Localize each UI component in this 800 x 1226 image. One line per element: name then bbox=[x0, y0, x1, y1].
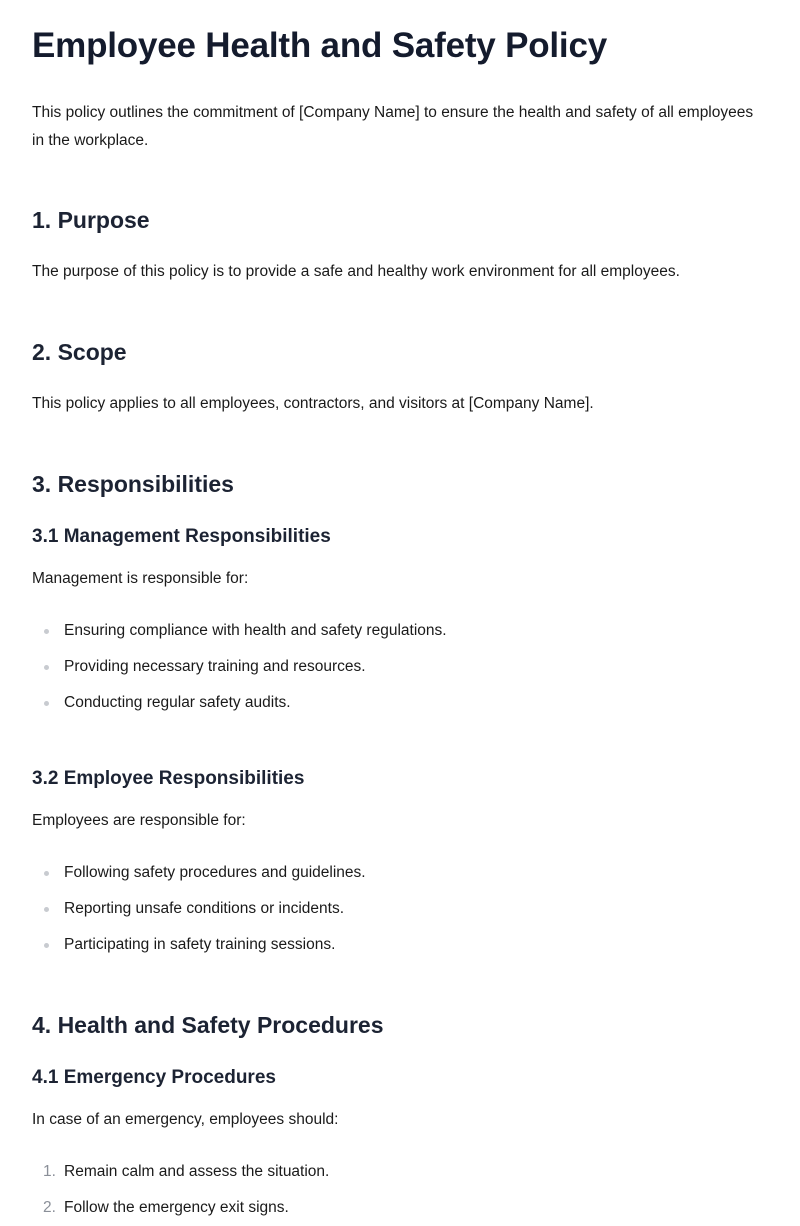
list-item-text: Participating in safety training sessions. bbox=[64, 936, 336, 953]
bullet-icon bbox=[44, 629, 49, 634]
section-heading-scope: 2. Scope bbox=[32, 339, 127, 365]
section-heading-responsibilities: 3. Responsibilities bbox=[32, 471, 234, 497]
list-item bbox=[32, 891, 768, 927]
subsection-heading-emergency: 4.1 Emergency Procedures bbox=[32, 1067, 276, 1088]
bullet-icon bbox=[44, 907, 49, 912]
bullet-icon bbox=[44, 701, 49, 706]
list-item bbox=[32, 855, 768, 891]
list-item-text: Follow the emergency exit signs. bbox=[64, 1199, 289, 1216]
list-item-text: Ensuring compliance with health and safety regulations. bbox=[64, 622, 447, 639]
list-number: 2. bbox=[43, 1199, 56, 1216]
emergency-intro: In case of an emergency, employees should: bbox=[32, 1111, 339, 1128]
bullet-icon bbox=[44, 665, 49, 670]
list-item bbox=[32, 685, 768, 721]
purpose-paragraph: The purpose of this policy is to provide a safe and healthy work environment for all employees. bbox=[32, 263, 680, 280]
list-item bbox=[32, 927, 768, 963]
list-item bbox=[32, 649, 768, 685]
section-heading-procedures: 4. Health and Safety Procedures bbox=[32, 1012, 384, 1038]
subsection-heading-employee: 3.2 Employee Responsibilities bbox=[32, 768, 305, 789]
list-item-text: Providing necessary training and resources. bbox=[64, 658, 366, 675]
subsection-heading-management: 3.1 Management Responsibilities bbox=[32, 526, 331, 547]
bullet-icon bbox=[44, 943, 49, 948]
emergency-list bbox=[32, 1154, 768, 1226]
employee-list bbox=[32, 855, 768, 963]
section-heading-purpose: 1. Purpose bbox=[32, 207, 150, 233]
management-list bbox=[32, 613, 768, 721]
management-intro: Management is responsible for: bbox=[32, 570, 249, 587]
intro-paragraph: This policy outlines the commitment of [Company Name] to ensure the health and safety of all employees in the workplace. bbox=[32, 104, 754, 149]
page-title: Employee Health and Safety Policy bbox=[32, 26, 607, 65]
list-item-text: Reporting unsafe conditions or incidents. bbox=[64, 900, 345, 917]
list-item-text: Following safety procedures and guidelines. bbox=[64, 864, 366, 881]
employee-intro: Employees are responsible for: bbox=[32, 812, 246, 829]
list-item bbox=[32, 1190, 768, 1226]
list-item-text: Conducting regular safety audits. bbox=[64, 694, 291, 711]
list-item bbox=[32, 1154, 768, 1190]
list-item bbox=[32, 613, 768, 649]
list-number: 1. bbox=[43, 1163, 56, 1180]
list-item-text: Remain calm and assess the situation. bbox=[64, 1163, 330, 1180]
bullet-icon bbox=[44, 871, 49, 876]
scope-paragraph: This policy applies to all employees, contractors, and visitors at [Company Name]. bbox=[32, 395, 594, 412]
